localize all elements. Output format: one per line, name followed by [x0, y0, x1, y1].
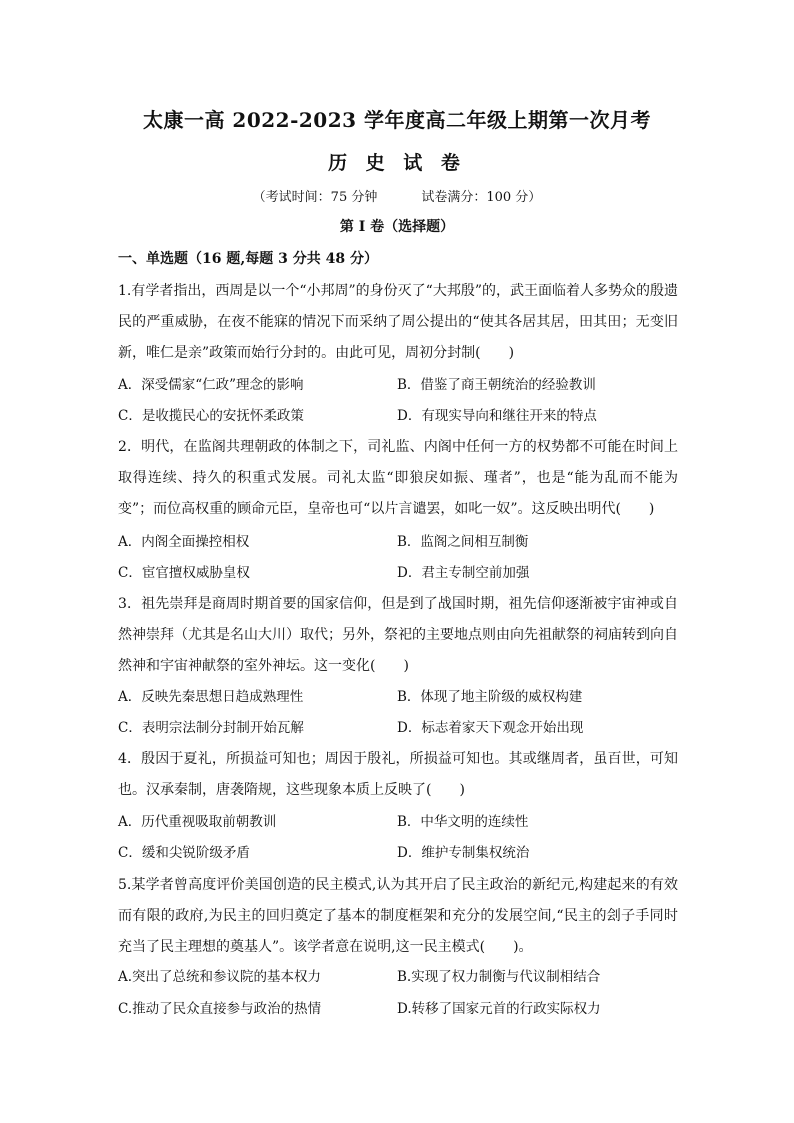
- option-b: B．体现了地主阶级的威权构建: [397, 689, 583, 705]
- option-d: D．有现实导向和继往开来的特点: [397, 408, 597, 424]
- question-stem: 5.某学者曾高度评价美国创造的民主模式,认为其开启了民主政治的新纪元,构建起来的有效而有限的政府,为民主的回归奠定了基本的制度框架和充分的发展空间,“民主的刽子手同时充当了民主理想的奠基人”。该学者意在说明,这一民主模式( )。: [118, 877, 678, 955]
- option-d: D.转移了国家元首的行政实际权力: [397, 1001, 601, 1017]
- exam-subtitle: 历 史 试 卷: [328, 152, 466, 174]
- option-d: D．标志着家天下观念开始出现: [397, 720, 584, 736]
- question-stem: 3．祖先崇拜是商周时期首要的国家信仰，但是到了战国时期，祖先信仰逐渐被宇宙神或自然神崇拜（尤其是名山大川）取代；另外，祭祀的主要地点则由向先祖献祭的祠庙转到向自然神和宇宙神献祭的室外神坛。这一变化( ): [118, 596, 678, 674]
- option-d: D．君主专制空前加强: [397, 565, 530, 581]
- exam-title: 太康一高 2022-2023 学年度高二年级上期第一次月考: [142, 108, 652, 132]
- full-score: 试卷满分：100 分）: [421, 190, 542, 205]
- option-b: B．中华文明的连续性: [397, 814, 529, 830]
- option-b: B．借鉴了商王朝统治的经验教训: [397, 377, 596, 393]
- option-a: A．反映先秦思想日趋成熟理性: [118, 689, 304, 705]
- volume-heading: 第 I 卷（选择题）: [339, 219, 455, 235]
- option-b: B.实现了权力制衡与代议制相结合: [397, 969, 601, 985]
- option-d: D．维护专制集权统治: [397, 845, 530, 861]
- question-stem: 2．明代，在监阁共理朝政的体制之下，司礼监、内阁中任何一方的权势都不可能在时间上取得连续、持久的积重式发展。司礼太监“即狼戾如振、瑾者”，也是“能为乱而不能为变”；而位高权重的顾命元臣，皇帝也可“以片言谴罢，如叱一奴”。这反映出明代( ): [118, 439, 678, 517]
- option-b: B．监阁之间相互制衡: [397, 534, 529, 550]
- option-a: A.突出了总统和参议院的基本权力: [118, 969, 322, 985]
- section-heading: 一、单选题（16 题,每题 3 分共 48 分）: [118, 251, 378, 267]
- option-a: A．历代重视吸取前朝教训: [118, 814, 277, 830]
- option-a: A．深受儒家“仁政”理念的影响: [118, 377, 304, 393]
- exam-time: （考试时间：75 分钟: [252, 190, 378, 205]
- option-c: C．缓和尖锐阶级矛盾: [118, 845, 250, 861]
- option-a: A．内阁全面操控相权: [118, 534, 250, 550]
- exam-info: [0, 186, 794, 205]
- option-c: C．表明宗法制分封制开始瓦解: [118, 720, 304, 736]
- question-stem: 1.有学者指出，西周是以一个“小邦周”的身份灭了“大邦殷”的，武王面临着人多势众的殷遗民的严重威胁，在夜不能寐的情况下而采纳了周公提出的“使其各居其居，田其田；无变旧新，唯仁是亲”政策而始行分封的。由此可见，周初分封制( ): [118, 283, 678, 361]
- option-c: C．是收揽民心的安抚怀柔政策: [118, 408, 304, 424]
- option-c: C．宦官擅权威胁皇权: [118, 565, 250, 581]
- option-c: C.推动了民众直接参与政治的热情: [118, 1001, 322, 1017]
- question-stem: 4．殷因于夏礼，所损益可知也；周因于殷礼，所损益可知也。其或继周者，虽百世，可知也。汉承秦制，唐袭隋规，这些现象本质上反映了( ): [118, 751, 678, 798]
